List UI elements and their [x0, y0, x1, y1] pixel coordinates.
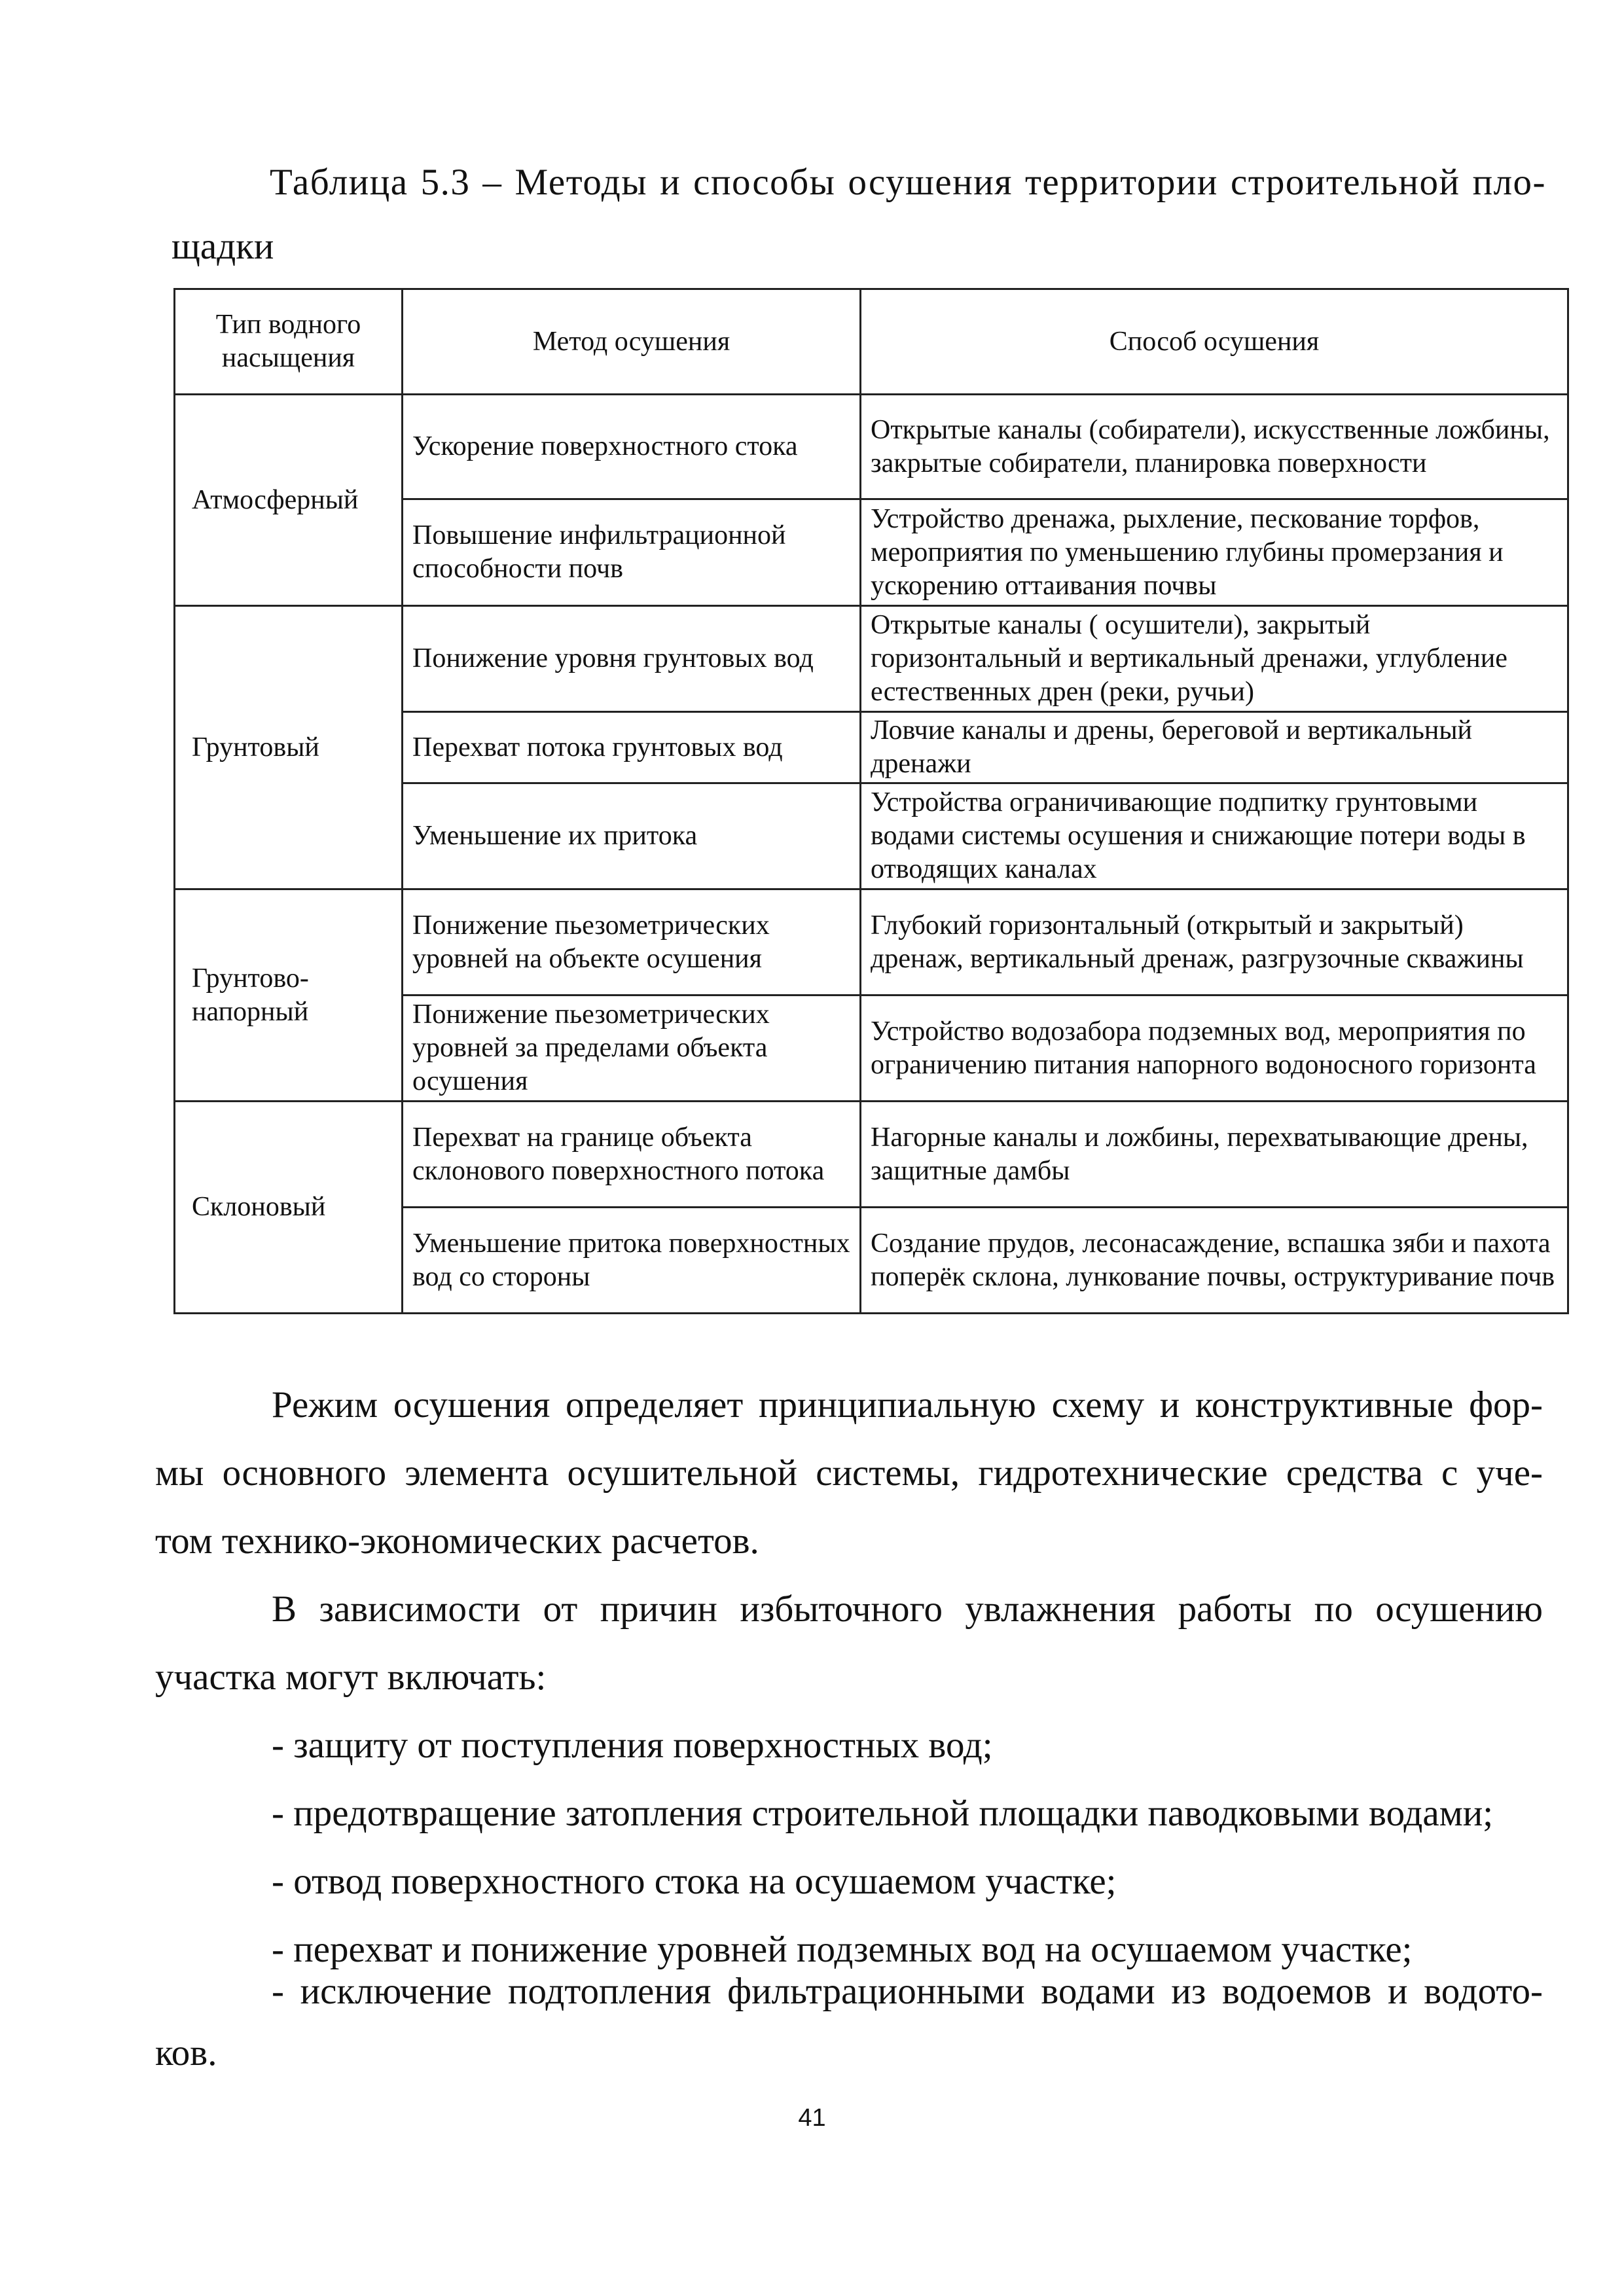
method-cell: Понижение пьезометрических уровней за пределами объекта осушения	[403, 996, 861, 1102]
paragraph-2-line: участка могут включать:	[155, 1657, 547, 1698]
list-item: - защиту от поступления поверхностных вод;	[272, 1725, 993, 1766]
list-item: - предотвращение затопления строительной площадки паводковыми водами;	[272, 1793, 1494, 1834]
table-row	[175, 395, 1568, 499]
body-text-last	[155, 2019, 1543, 2087]
paragraph-2-line: В зависимости от причин избыточного увлажнения работы по осушению	[272, 1588, 1543, 1630]
list-item: - исключение подтопления фильтрационными водами из водоемов и водото-	[272, 1971, 1543, 2012]
type-cell: Грунтовый	[175, 606, 403, 889]
paragraph-1-line: мы основного элемента осушительной системы, гидротехнические средства с уче-	[155, 1452, 1543, 1494]
table-row	[175, 606, 1568, 712]
way-cell: Нагорные каналы и ложбины, перехватывающие дрены, защитные дамбы	[861, 1102, 1568, 1208]
way-cell: Открытые каналы (собиратели), искусственные ложбины, закрытые собиратели, планировка поверхности	[861, 395, 1568, 499]
header-method: Метод осушения	[403, 289, 861, 395]
list-item: - перехват и понижение уровней подземных вод на осушаемом участке;	[272, 1929, 1413, 1970]
way-cell: Глубокий горизонтальный (открытый и закрытый) дренаж, вертикальный дренаж, разгрузочные скважины	[861, 889, 1568, 996]
type-cell: Грунтово-напорный	[175, 889, 403, 1102]
method-cell: Понижение уровня грунтовых вод	[403, 606, 861, 712]
method-cell: Понижение пьезометрических уровней на объекте осушения	[403, 889, 861, 996]
way-cell: Ловчие каналы и дрены, береговой и вертикальный дренажи	[861, 712, 1568, 783]
paragraph-1-line: Режим осушения определяет принципиальную схему и конструктивные фор-	[272, 1384, 1543, 1426]
type-cell: Склоновый	[175, 1102, 403, 1314]
header-way: Способ осушения	[861, 289, 1568, 395]
method-cell: Уменьшение их притока	[403, 783, 861, 889]
method-cell: Ускорение поверхностного стока	[403, 395, 861, 499]
drainage-methods-table	[173, 288, 1569, 1314]
list-item: - отвод поверхностного стока на осушаемом участке;	[272, 1861, 1117, 1902]
way-cell: Открытые каналы ( осушители), закрытый горизонтальный и вертикальный дренажи, углубление естественных дрен (реки, ручьи)	[861, 606, 1568, 712]
table-row	[175, 1102, 1568, 1208]
way-cell: Создание прудов, лесонасаждение, вспашка зяби и пахота поперёк склона, лункование почвы, оструктуривание почв	[861, 1208, 1568, 1314]
table-caption-line-2: щадки	[171, 226, 274, 267]
list-item-continuation: ков.	[155, 2032, 217, 2073]
method-cell: Перехват на границе объекта склонового поверхностного потока	[403, 1102, 861, 1208]
table-caption-line-1: Таблица 5.3 – Методы и способы осушения территории строительной пло-	[270, 162, 1546, 203]
way-cell: Устройства ограничивающие подпитку грунтовыми водами системы осушения и снижающие потери воды в отводящих каналах	[861, 783, 1568, 889]
way-cell: Устройство дренажа, рыхление, пескование торфов, мероприятия по уменьшению глубины промерзания и ускорению оттаивания почвы	[861, 499, 1568, 606]
method-cell: Перехват потока грунтовых вод	[403, 712, 861, 783]
paragraph-1-line: том технико-экономических расчетов.	[155, 1520, 759, 1562]
way-cell: Устройство водозабора подземных вод, мероприятия по ограничению питания напорного водоносного горизонта	[861, 996, 1568, 1102]
table-row	[175, 889, 1568, 996]
page-number: 41	[798, 2104, 826, 2132]
body-text	[155, 1371, 1543, 2026]
type-cell: Атмосферный	[175, 395, 403, 606]
header-type: Тип водного насыщения	[175, 289, 403, 395]
table-header-row	[175, 289, 1568, 395]
method-cell: Уменьшение притока поверхностных вод со стороны	[403, 1208, 861, 1314]
method-cell: Повышение инфильтрационной способности почв	[403, 499, 861, 606]
